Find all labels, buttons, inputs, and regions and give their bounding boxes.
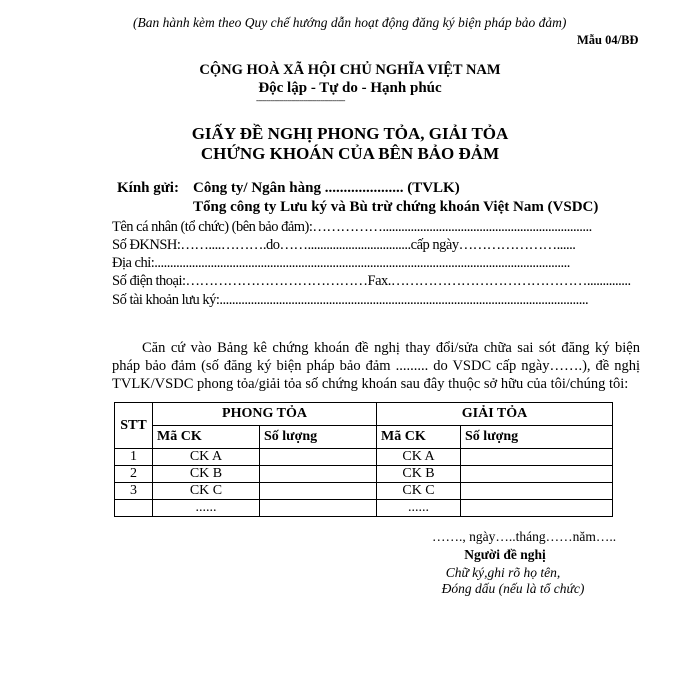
release-qty-header: Số lượng [461,426,613,449]
nation-heading: CỘNG HOÀ XÃ HỘI CHỦ NGHĨA VIỆT NAM [199,62,501,78]
request-paragraph [112,339,640,393]
row-block-qty[interactable] [260,483,377,500]
row-block-code: CK B [153,466,260,483]
release-code-header: Mã CK [377,426,461,449]
row-block-code: ...... [153,500,260,517]
row-block-code: CK A [153,449,260,466]
row-release-code: CK A [377,449,461,466]
block-code-header: Mã CK [153,426,260,449]
row-stt: 1 [115,449,153,466]
row-block-qty[interactable] [260,500,377,517]
row-release-code: ...... [377,500,461,517]
row-release-code: CK B [377,466,461,483]
securities-table [114,402,613,517]
recipient-label: Kính gửi: [117,180,179,196]
block-header: PHONG TỎA [153,403,377,426]
row-block-qty[interactable] [260,466,377,483]
motto-underline: ------------------------------------------- [256,96,345,105]
stt-header: STT [115,403,153,449]
table-row [115,466,613,483]
signature-date: ……., ngày…..tháng……năm….. [432,529,617,544]
header-note: (Ban hành kèm theo Quy chế hướng dẫn hoạt động đăng ký biện pháp bảo đảm) [133,15,567,30]
seal-instruction: Đóng dấu (nếu là tổ chức) [441,581,585,596]
row-release-code: CK C [377,483,461,500]
field-phone-fax[interactable]: Số điện thoại:…………………………………Fax.…………………………………….............. [112,273,631,289]
field-custody-account[interactable]: Số tài khoản lưu ký:...................................................................................................................... [112,292,589,308]
row-release-qty[interactable] [461,483,613,500]
recipient-line1: Công ty/ Ngân hàng ..................... (TVLK) [193,180,460,196]
row-release-qty[interactable] [461,500,613,517]
table-row [115,449,613,466]
document-title-line1: GIẤY ĐỀ NGHỊ PHONG TỎA, GIẢI TỎA [191,124,509,143]
row-release-qty[interactable] [461,449,613,466]
row-block-code: CK C [153,483,260,500]
signature-instruction: Chữ ký,ghi rõ họ tên, [445,565,561,580]
field-name[interactable]: Tên cá nhân (tổ chức) (bên bảo đảm):……………................................................................... [112,219,592,235]
row-stt [115,500,153,517]
row-stt: 2 [115,466,153,483]
row-stt: 3 [115,483,153,500]
row-release-qty[interactable] [461,466,613,483]
release-header: GIẢI TỎA [377,403,613,426]
motto: Độc lập - Tự do - Hạnh phúc [258,80,442,96]
table-row [115,483,613,500]
row-block-qty[interactable] [260,449,377,466]
signature-title: Người đề nghị [464,547,546,562]
block-qty-header: Số lượng [260,426,377,449]
request-paragraph-text: Căn cứ vào Bảng kê chứng khoán đề nghị thay đổi/sửa chữa sai sót đăng ký biện pháp bảo đảm (số đăng ký biện pháp bảo đảm ......... do VSDC cấp ngày…….), đề nghị TVLK/VSDC phong tỏa/giải tỏa số chứng khoán sau đây thuộc sở hữu của tôi/chúng tôi: [112,340,640,392]
recipient-line2: Tổng công ty Lưu ký và Bù trừ chứng khoán Việt Nam (VSDC) [193,199,599,215]
document-title-line2: CHỨNG KHOÁN CỦA BÊN BẢO ĐẢM [200,144,500,163]
field-id-number[interactable]: Số ĐKNSH:……....……….do…….................................cấp ngày…………………...... [112,237,576,253]
field-address[interactable]: Địa chỉ:..................................................................................................................................... [112,255,570,271]
form-code: Mẫu 04/BĐ [577,33,639,47]
table-row [115,500,613,517]
